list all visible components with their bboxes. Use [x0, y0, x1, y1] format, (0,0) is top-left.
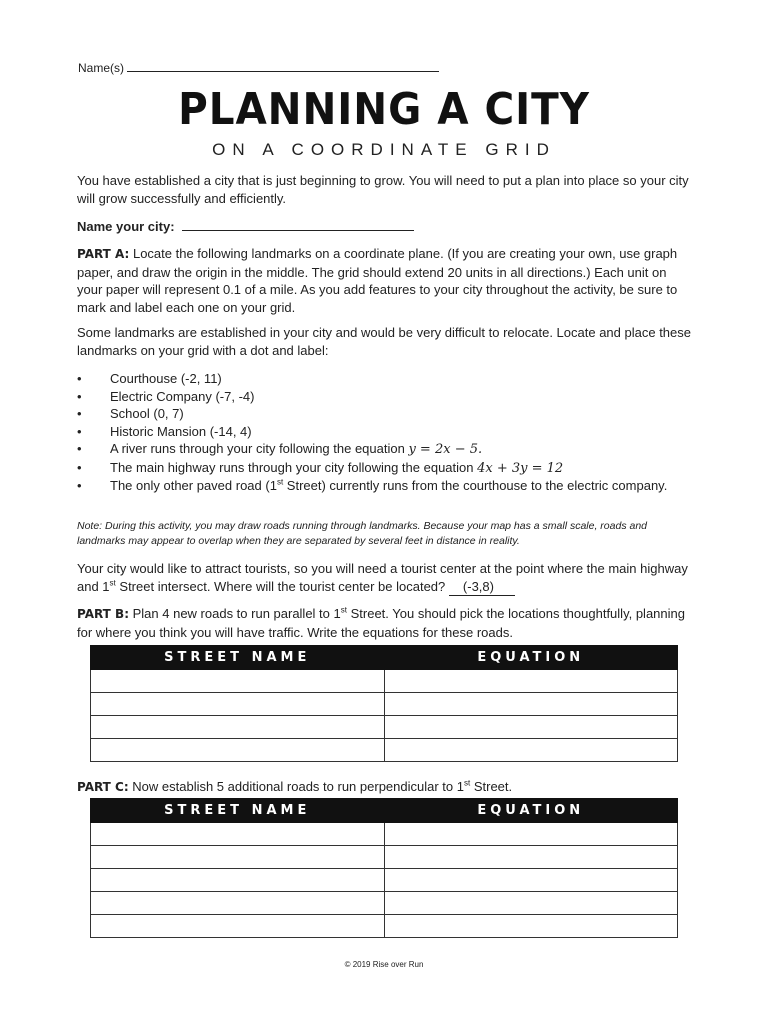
list-item: • The main highway runs through your city following the equation 4x + 3y = 12	[77, 459, 564, 476]
perpendicular-roads-table	[90, 798, 678, 938]
name-label: Name(s)	[78, 61, 125, 75]
tourist-paragraph: Your city would like to attract tourists, so you will need a tourist center at the point where the main highway and 1st Street intersect. Where will the tourist center be located? (-3,8)	[77, 560, 692, 596]
equation-cell[interactable]	[384, 716, 678, 739]
list-item: • The only other paved road (1st Street) currently runs from the courthouse to the electric company.	[77, 477, 668, 493]
city-name-line	[77, 218, 692, 236]
bullet-icon: •	[77, 406, 82, 421]
street-name-cell[interactable]	[91, 915, 385, 938]
river-equation: y = 2x − 5.	[408, 442, 483, 457]
equation-cell[interactable]	[384, 892, 678, 915]
city-name-label: Name your city:	[77, 219, 175, 234]
bullet-icon: •	[77, 371, 82, 386]
bullet-icon: •	[77, 423, 82, 439]
list-item: • Historic Mansion (-14, 4)	[77, 423, 252, 439]
part-c-paragraph: PART C: Now establish 5 additional roads to run perpendicular to 1st Street.	[77, 778, 513, 794]
table-row	[91, 670, 678, 693]
note-text: Note: During this activity, you may draw roads running through landmarks. Because your map has a small scale, roads and landmarks may appear to overlap when they are separated by several feet in distance in reality.	[77, 520, 647, 547]
part-a-label: PART A:	[77, 247, 130, 261]
list-item: • A river runs through your city following the equation y = 2x − 5.	[77, 441, 483, 457]
equation-header: EQUATION	[384, 799, 678, 823]
intro-paragraph: You have established a city that is just beginning to grow. You will need to put a plan into place so your city will grow successfully and efficiently.	[77, 173, 689, 206]
city-name-blank[interactable]	[182, 230, 414, 231]
street-name-cell[interactable]	[91, 670, 385, 693]
table-row	[91, 892, 678, 915]
bullet-icon: •	[77, 459, 82, 475]
parallel-roads-table	[90, 645, 678, 762]
table-row	[91, 915, 678, 938]
street-name-cell[interactable]	[91, 716, 385, 739]
street-name-cell[interactable]	[91, 693, 385, 716]
equation-cell[interactable]	[384, 846, 678, 869]
landmark-list	[77, 370, 677, 495]
equation-cell[interactable]	[384, 739, 678, 762]
table-row	[91, 739, 678, 762]
page-title: PLANNING A CITY	[178, 84, 590, 135]
equation-header: EQUATION	[384, 646, 678, 670]
name-line	[78, 61, 439, 75]
equation-cell[interactable]	[384, 869, 678, 892]
equation-cell[interactable]	[384, 915, 678, 938]
part-a-paragraph	[77, 245, 692, 316]
street-name-cell[interactable]	[91, 846, 385, 869]
tourist-answer[interactable]: (-3,8)	[449, 578, 515, 597]
highway-equation: 4x + 3y = 12	[477, 460, 564, 476]
list-item: • Courthouse (-2, 11)	[77, 371, 222, 386]
landmarks-intro: Some landmarks are established in your city and would be very difficult to relocate. Locate and place these landmarks on your grid with a dot and label:	[77, 325, 691, 358]
table-row	[91, 823, 678, 846]
bullet-icon: •	[77, 478, 82, 493]
street-name-cell[interactable]	[91, 869, 385, 892]
street-name-cell[interactable]	[91, 823, 385, 846]
bullet-icon: •	[77, 388, 82, 404]
list-item: • Electric Company (-7, -4)	[77, 388, 255, 404]
copyright-footer: © 2019 Rise over Run	[344, 960, 424, 969]
table-row	[91, 693, 678, 716]
equation-cell[interactable]	[384, 693, 678, 716]
part-b-paragraph: PART B: Plan 4 new roads to run parallel to 1st Street. You should pick the locations thoughtfully, planning for where you think you will have traffic. Write the equations for these roads.	[77, 605, 685, 640]
table-row	[91, 846, 678, 869]
part-c-label: PART C:	[77, 780, 129, 794]
street-name-cell[interactable]	[91, 892, 385, 915]
street-name-cell[interactable]	[91, 739, 385, 762]
part-a-text: Locate the following landmarks on a coordinate plane. (If you are creating your own, use graph paper, and draw the origin in the middle. The grid should extend 20 units in all directions.) Each unit on your paper will represent 0.1 of a mile. As you add features to your city throughout the activity, be sure to mark and label each one on your grid.	[77, 246, 678, 315]
equation-cell[interactable]	[384, 823, 678, 846]
street-name-header: STREET NAME	[91, 646, 385, 670]
equation-cell[interactable]	[384, 670, 678, 693]
part-b-label: PART B:	[77, 607, 129, 621]
street-name-header: STREET NAME	[91, 799, 385, 823]
list-item: • School (0, 7)	[77, 406, 184, 421]
table-row	[91, 869, 678, 892]
bullet-icon: •	[77, 441, 82, 456]
name-blank[interactable]	[127, 71, 439, 72]
table-row	[91, 716, 678, 739]
page-subtitle: ON A COORDINATE GRID	[212, 140, 556, 159]
